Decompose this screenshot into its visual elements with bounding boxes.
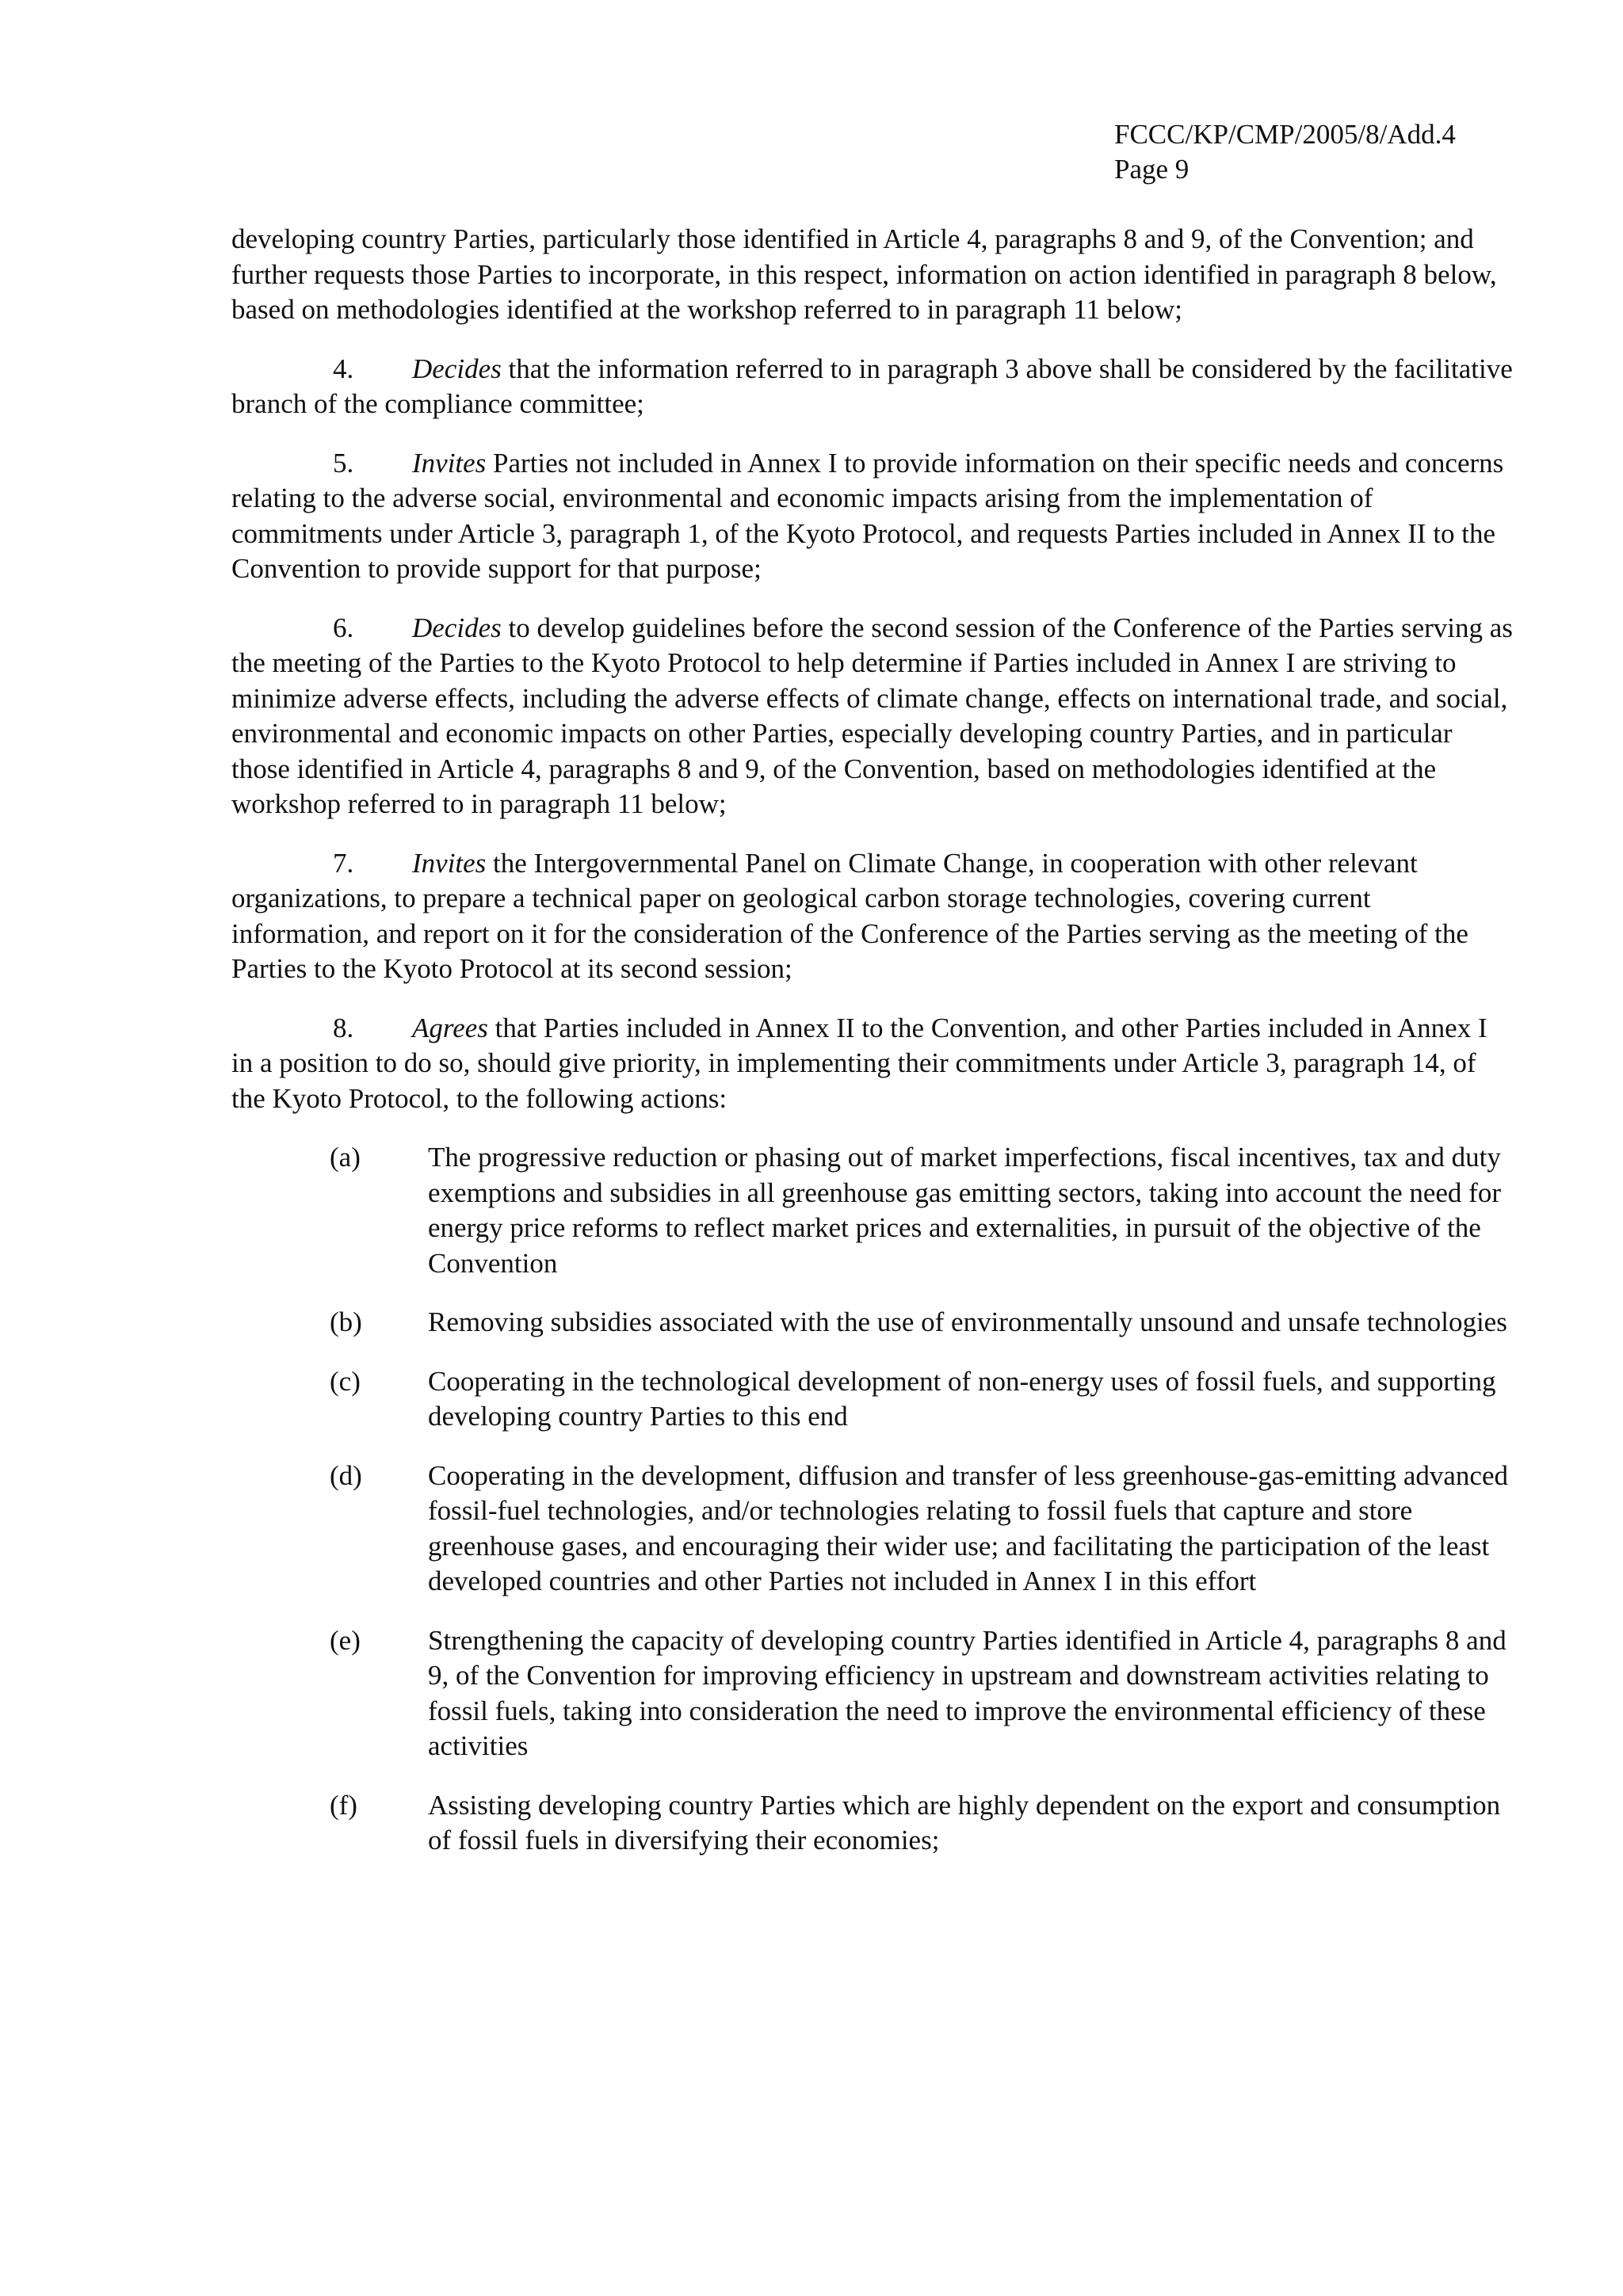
list-item (231, 1305, 1514, 1341)
page-header (1114, 117, 1456, 187)
action-list (231, 1140, 1514, 1859)
list-item (231, 1459, 1514, 1600)
paragraph-operative-verb: Invites (412, 847, 487, 879)
list-item-text: Strengthening the capacity of developing country Parties identified in Article 4, paragraphs 8 and 9, of the Convention for improving efficiency in upstream and downstream activities relating to fossil fuels, taking into consideration the need to improve the environmental efficiency of these activities (428, 1624, 1507, 1761)
paragraph-4: 4. Decides that the information referred to in paragraph 3 above shall be considered by the facilitative branch of the compliance committee; (231, 353, 1513, 419)
document-symbol: FCCC/KP/CMP/2005/8/Add.4 (1114, 119, 1456, 150)
paragraph-7: 7. Invites the Intergovernmental Panel on Climate Change, in cooperation with other relevant organizations, to prepare a technical paper on geological carbon storage technologies, covering current information, and report on it for the consideration of the Conference of the Parties serving as the meeting of the Parties to the Kyoto Protocol at its second session; (231, 847, 1468, 984)
paragraph-8: 8. Agrees that Parties included in Annex II to the Convention, and other Parties included in Annex I in a position to do so, should give priority, in implementing their commitments under Article 3, paragraph 14, of the Kyoto Protocol, to the following actions: (231, 1012, 1487, 1114)
document-body (231, 222, 1514, 1859)
list-item-text: Cooperating in the development, diffusion and transfer of less greenhouse-gas-emitting advanced fossil-fuel technologies, and/or technologies relating to fossil fuels that capture and store greenhouse gases, and encouraging their wider use; and facilitating the participation of the least developed countries and other Parties not included in Annex I in this effort (428, 1459, 1508, 1596)
list-item (231, 1140, 1514, 1281)
paragraph-5: 5. Invites Parties not included in Annex I to provide information on their specific needs and concerns relating to the adverse social, environmental and economic impacts arising from the implementation of commitments under Article 3, paragraph 1, of the Kyoto Protocol, and requests Parties included in Annex II to the Convention to provide support for that purpose; (231, 447, 1504, 584)
list-item-text: Removing subsidies associated with the use of environmentally unsound and unsafe technologies (428, 1306, 1507, 1337)
paragraph-operative-verb: Decides (412, 612, 502, 643)
continuation-paragraph: developing country Parties, particularly those identified in Article 4, paragraphs 8 and 9, of the Convention; and further requests those Parties to incorporate, in this respect, information on action identified in paragraph 8 below, based on methodologies identified at the workshop referred to in paragraph 11 below; (231, 223, 1497, 325)
list-item-label: (d) (330, 1459, 362, 1491)
list-item-label: (c) (330, 1365, 361, 1397)
list-item-text: Cooperating in the technological development of non-energy uses of fossil fuels, and supporting developing country Parties to this end (428, 1365, 1496, 1432)
paragraph-operative-verb: Invites (412, 447, 487, 479)
paragraph-operative-verb: Agrees (412, 1012, 488, 1043)
list-item-text: The progressive reduction or phasing out of market imperfections, fiscal incentives, tax and duty exemptions and subsidies in all greenhouse gas emitting sectors, taking into account the need for energy price reforms to reflect market prices and externalities, in pursuit of the objective of the Convention (428, 1142, 1501, 1279)
paragraph-text: that the information referred to in paragraph 3 above shall be considered by the facilitative branch of the compliance committee; (231, 353, 1513, 419)
paragraph-6: 6. Decides to develop guidelines before the second session of the Conference of the Parties serving as the meeting of the Parties to the Kyoto Protocol to help determine if Parties included in Annex I are striving to minimize adverse effects, including the adverse effects of climate change, effects on international trade, and social, environmental and economic impacts on other Parties, especially developing country Parties, and in particular those identified in Article 4, paragraphs 8 and 9, of the Convention, based on methodologies identified at the workshop referred to in paragraph 11 below; (231, 612, 1513, 819)
list-item-text: Assisting developing country Parties which are highly dependent on the export and consumption of fossil fuels in diversifying their economies; (428, 1789, 1501, 1855)
paragraph-operative-verb: Decides (412, 353, 502, 384)
list-item (231, 1623, 1514, 1764)
list-item (231, 1364, 1514, 1435)
paragraph-text: the Intergovernmental Panel on Climate Change, in cooperation with other relevant organizations, to prepare a technical paper on geological carbon storage technologies, covering current information, and report on it for the consideration of the Conference of the Parties serving as the meeting of the Parties to the Kyoto Protocol at its second session; (231, 847, 1468, 984)
paragraph-text: to develop guidelines before the second session of the Conference of the Parties serving as the meeting of the Parties to the Kyoto Protocol to help determine if Parties included in Annex I are striving to minimize adverse effects, including the adverse effects of climate change, effects on international trade, and social, environmental and economic impacts on other Parties, especially developing country Parties, and in particular those identified in Article 4, paragraphs 8 and 9, of the Convention, based on methodologies identified at the workshop referred to in paragraph 11 below; (231, 612, 1513, 819)
page-number: Page 9 (1114, 154, 1190, 185)
list-item-label: (b) (330, 1306, 362, 1337)
paragraph-text: that Parties included in Annex II to the Convention, and other Parties included in Annex I in a position to do so, should give priority, in implementing their commitments under Article 3, paragraph 14, of the Kyoto Protocol, to the following actions: (231, 1012, 1487, 1114)
paragraph-text: Parties not included in Annex I to provide information on their specific needs and concerns relating to the adverse social, environmental and economic impacts arising from the implementation of commitments under Article 3, paragraph 1, of the Kyoto Protocol, and requests Parties included in Annex II to the Convention to provide support for that purpose; (231, 447, 1504, 584)
list-item (231, 1788, 1514, 1859)
list-item-label: (a) (330, 1142, 361, 1173)
list-item-label: (e) (330, 1624, 361, 1656)
list-item-label: (f) (330, 1789, 357, 1821)
